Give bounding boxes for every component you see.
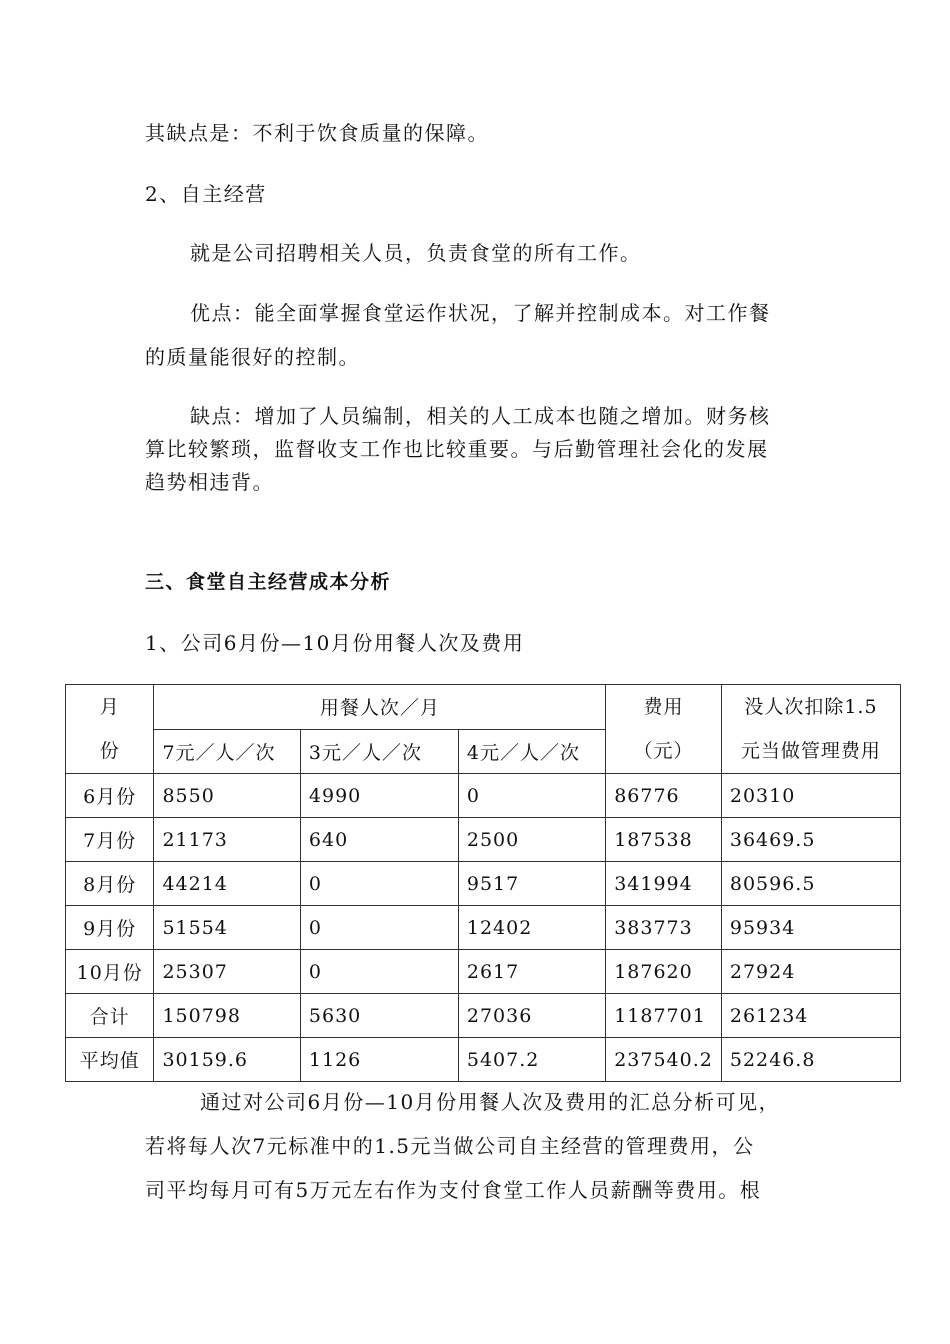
section-heading-cost-analysis: 三、食堂自主经营成本分析	[145, 571, 392, 593]
col-3yuan-header: 3元／人／次	[300, 729, 458, 774]
table-row	[66, 818, 901, 862]
paragraph-disadvantages-line2: 算比较繁琐，监督收支工作也比较重要。与后勤管理社会化的发展	[145, 437, 769, 461]
table-row	[66, 906, 901, 950]
paragraph-disadvantages-line3: 趋势相违背。	[145, 470, 274, 494]
count-7yuan-cell: 25307	[154, 950, 300, 994]
count-3yuan-cell: 0	[300, 906, 458, 950]
cost-header-cell	[606, 685, 722, 774]
table-row-total	[66, 994, 901, 1038]
table-row-average	[66, 1038, 901, 1082]
cost-cell: 86776	[606, 774, 722, 818]
table-row	[66, 774, 901, 818]
count-7yuan-cell: 21173	[154, 818, 300, 862]
month-cell: 9月份	[66, 906, 154, 950]
meals-header: 用餐人次／月	[154, 685, 606, 730]
count-7yuan-cell: 150798	[154, 994, 300, 1038]
count-3yuan-cell: 5630	[300, 994, 458, 1038]
mgmt-header-top: 没人次扣除1.5	[744, 696, 878, 718]
mgmt-header-bottom: 元当做管理费用	[740, 740, 881, 762]
cost-cell: 383773	[606, 906, 722, 950]
count-3yuan-cell: 640	[300, 818, 458, 862]
cost-cell: 1187701	[606, 994, 722, 1038]
analysis-line3: 司平均每月可有5万元左右作为支付食堂工作人员薪酬等费用。根	[145, 1178, 762, 1202]
mgmt-cell: 20310	[721, 774, 900, 818]
month-header-top: 月	[99, 696, 120, 718]
count-3yuan-cell: 0	[300, 950, 458, 994]
paragraph-disadvantage-outsourcing: 其缺点是：不利于饮食质量的保障。	[145, 121, 489, 145]
analysis-line1: 通过对公司6月份—10月份用餐人次及费用的汇总分析可见，	[200, 1090, 781, 1114]
cost-cell: 187538	[606, 818, 722, 862]
count-7yuan-cell: 44214	[154, 862, 300, 906]
count-3yuan-cell: 4990	[300, 774, 458, 818]
subheading-self-operation: 2、自主经营	[145, 182, 267, 206]
mgmt-cell: 27924	[721, 950, 900, 994]
count-3yuan-cell: 1126	[300, 1038, 458, 1082]
count-7yuan-cell: 51554	[154, 906, 300, 950]
count-4yuan-cell: 2617	[458, 950, 605, 994]
count-7yuan-cell: 8550	[154, 774, 300, 818]
mgmt-cell: 36469.5	[721, 818, 900, 862]
paragraph-advantages-line1: 优点：能全面掌握食堂运作状况，了解并控制成本。对工作餐	[190, 301, 771, 325]
count-4yuan-cell: 0	[458, 774, 605, 818]
paragraph-advantages-line2: 的质量能很好的控制。	[145, 345, 360, 369]
count-4yuan-cell: 5407.2	[458, 1038, 605, 1082]
count-3yuan-cell: 0	[300, 862, 458, 906]
count-4yuan-cell: 12402	[458, 906, 605, 950]
paragraph-self-operation-desc: 就是公司招聘相关人员，负责食堂的所有工作。	[190, 241, 642, 265]
count-7yuan-cell: 30159.6	[154, 1038, 300, 1082]
col-7yuan-header: 7元／人／次	[154, 729, 300, 774]
mgmt-cell: 261234	[721, 994, 900, 1038]
table-caption: 1、公司6月份—10月份用餐人次及费用	[145, 631, 525, 655]
cost-cell: 187620	[606, 950, 722, 994]
month-cell: 6月份	[66, 774, 154, 818]
month-header-cell	[66, 685, 154, 774]
mgmt-cell: 80596.5	[721, 862, 900, 906]
mgmt-cell: 52246.8	[721, 1038, 900, 1082]
month-cell: 合计	[66, 994, 154, 1038]
month-cell: 平均值	[66, 1038, 154, 1082]
col-4yuan-header: 4元／人／次	[458, 729, 605, 774]
cost-cell: 341994	[606, 862, 722, 906]
meal-cost-table	[65, 684, 901, 1082]
table-row	[66, 862, 901, 906]
cost-header-bottom: （元）	[633, 740, 694, 762]
month-cell: 8月份	[66, 862, 154, 906]
month-header-bottom: 份	[99, 740, 120, 762]
table-row	[66, 950, 901, 994]
cost-cell: 237540.2	[606, 1038, 722, 1082]
cost-header-top: 费用	[643, 696, 684, 718]
paragraph-disadvantages-line1: 缺点：增加了人员编制，相关的人工成本也随之增加。财务核	[190, 404, 771, 428]
analysis-line2: 若将每人次7元标准中的1.5元当做公司自主经营的管理费用，公	[145, 1134, 755, 1158]
month-cell: 7月份	[66, 818, 154, 862]
count-4yuan-cell: 27036	[458, 994, 605, 1038]
mgmt-header-cell	[721, 685, 900, 774]
count-4yuan-cell: 2500	[458, 818, 605, 862]
count-4yuan-cell: 9517	[458, 862, 605, 906]
mgmt-cell: 95934	[721, 906, 900, 950]
month-cell: 10月份	[66, 950, 154, 994]
